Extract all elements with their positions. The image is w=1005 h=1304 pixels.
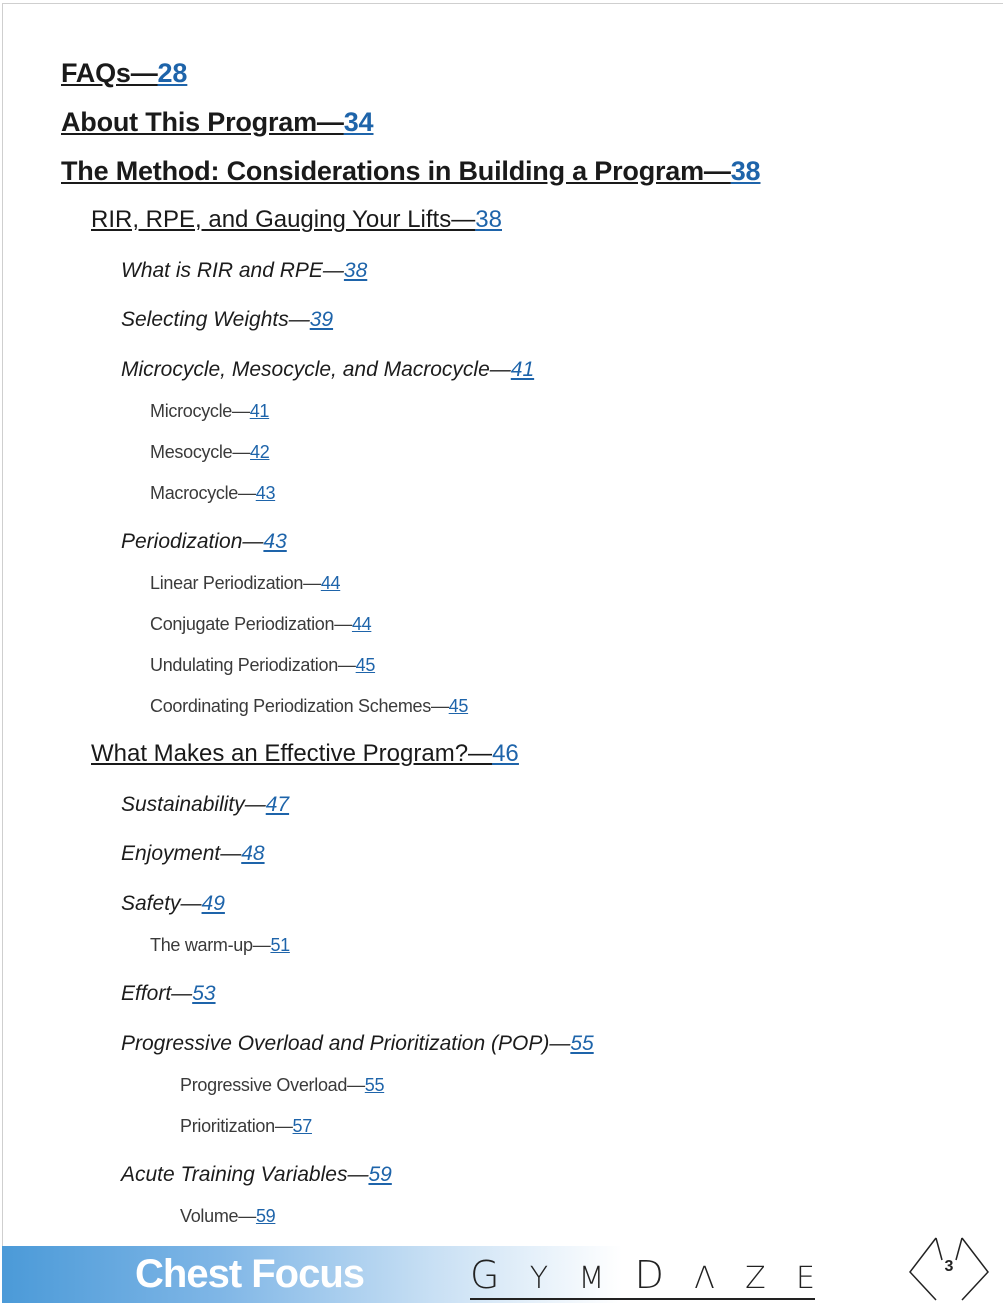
toc-page-link[interactable]: 44: [351, 614, 372, 634]
toc-page-link[interactable]: 59: [368, 1163, 392, 1186]
toc-entry: [91, 206, 502, 234]
toc-entry: [121, 982, 216, 1006]
brand-letter: E: [796, 1261, 815, 1296]
toc-entry: [150, 655, 375, 676]
toc-entry: [180, 1206, 275, 1227]
brand-letter: Λ: [694, 1261, 715, 1296]
brand-logo: [470, 1248, 815, 1300]
toc-entry-title: What Makes an Effective Program?—: [91, 740, 493, 767]
toc-entry-title: Linear Periodization—: [150, 573, 321, 593]
toc-entry: [150, 696, 468, 717]
toc-page-link[interactable]: 47: [265, 793, 290, 816]
toc-entry-title: Microcycle—: [150, 401, 250, 421]
toc-entry-title: FAQs—: [61, 58, 158, 88]
toc-entry: [91, 740, 519, 768]
toc-entry-title: Microcycle, Mesocycle, and Macrocycle—: [121, 358, 511, 381]
page-number: 3: [944, 1258, 954, 1275]
toc-entry: [121, 308, 333, 332]
toc-entry-title: Coordinating Periodization Schemes—: [150, 696, 449, 716]
toc-page-link[interactable]: 49: [201, 892, 225, 915]
toc-entry: [121, 259, 367, 283]
toc-entry: [150, 935, 290, 956]
toc-page-link[interactable]: 42: [250, 442, 270, 462]
toc-entry: [121, 892, 225, 916]
toc-page-link[interactable]: 48: [241, 842, 265, 865]
toc-entry: [150, 401, 269, 422]
toc-entry: [180, 1116, 312, 1137]
toc-entry: [121, 358, 534, 382]
toc-entry: [150, 483, 275, 504]
footer-title: Chest Focus: [135, 1252, 365, 1296]
toc-entry: [61, 58, 187, 89]
toc-page-link[interactable]: 39: [309, 308, 334, 331]
toc-page-link[interactable]: 43: [263, 530, 287, 553]
toc-page-link[interactable]: 46: [492, 740, 519, 767]
toc-page-link[interactable]: 59: [255, 1206, 276, 1226]
toc-entry-title: What is RIR and RPE—: [121, 259, 344, 282]
toc-entry: [150, 614, 371, 635]
toc-page-link[interactable]: 43: [255, 483, 276, 503]
toc-page-link[interactable]: 38: [475, 206, 502, 233]
toc-page-link[interactable]: 45: [355, 655, 376, 675]
toc-entry-title: RIR, RPE, and Gauging Your Lifts—: [91, 206, 476, 233]
toc-page-link[interactable]: 38: [730, 156, 761, 186]
toc-entry-title: Progressive Overload—: [180, 1075, 365, 1095]
toc-entry-title: The warm-up—: [150, 935, 271, 955]
toc-entry-title: Macrocycle—: [150, 483, 256, 503]
toc-entry-title: Undulating Periodization—: [150, 655, 356, 675]
toc-page-link[interactable]: 28: [157, 58, 188, 88]
toc-page-link[interactable]: 41: [249, 401, 270, 421]
toc-entry: [121, 1032, 594, 1056]
toc-entry-title: Enjoyment—: [121, 842, 242, 865]
toc-entry: [121, 530, 287, 554]
toc-page-link[interactable]: 51: [270, 935, 290, 955]
toc-entry-title: The Method: Considerations in Building a Program—: [61, 156, 731, 186]
toc-entry-title: Mesocycle—: [150, 442, 251, 462]
toc-entry: [150, 573, 340, 594]
toc-page-link[interactable]: 55: [570, 1032, 594, 1055]
toc-entry-title: Prioritization—: [180, 1116, 293, 1136]
toc-entry: [121, 842, 265, 866]
toc-entry-title: About This Program—: [61, 107, 344, 137]
toc-page-link[interactable]: 57: [292, 1116, 312, 1136]
toc-entry-title: Sustainability—: [121, 793, 266, 816]
toc-page-link[interactable]: 44: [320, 573, 341, 593]
page-border: [2, 3, 1003, 1300]
toc-entry: [61, 156, 760, 187]
toc-entry: [150, 442, 269, 463]
brand-letter: G: [470, 1253, 500, 1297]
brand-letter: D: [634, 1253, 664, 1297]
toc-page-link[interactable]: 45: [448, 696, 469, 716]
toc-entry-title: Conjugate Periodization—: [150, 614, 352, 634]
brand-letter: M: [578, 1261, 605, 1296]
toc-entry-title: Periodization—: [121, 530, 264, 553]
toc-page-link[interactable]: 38: [343, 259, 368, 282]
toc-page-link[interactable]: 34: [343, 107, 374, 137]
brand-letter: Z: [745, 1261, 766, 1296]
toc-page-link[interactable]: 41: [510, 358, 535, 381]
toc-entry: [121, 1163, 392, 1187]
toc-page-link[interactable]: 55: [364, 1075, 385, 1095]
toc-entry-title: Progressive Overload and Prioritization (POP)—: [121, 1032, 571, 1055]
toc-entry-title: Acute Training Variables—: [121, 1163, 369, 1186]
toc-page-link[interactable]: 53: [192, 982, 216, 1005]
toc-entry-title: Selecting Weights—: [121, 308, 310, 331]
toc-entry-title: Effort—: [121, 982, 193, 1005]
toc-entry: [180, 1075, 384, 1096]
toc-entry: [121, 793, 289, 817]
brand-letter: Y: [529, 1261, 549, 1296]
toc-entry: [61, 107, 373, 138]
toc-entry-title: Safety—: [121, 892, 202, 915]
toc-entry-title: Volume—: [180, 1206, 256, 1226]
